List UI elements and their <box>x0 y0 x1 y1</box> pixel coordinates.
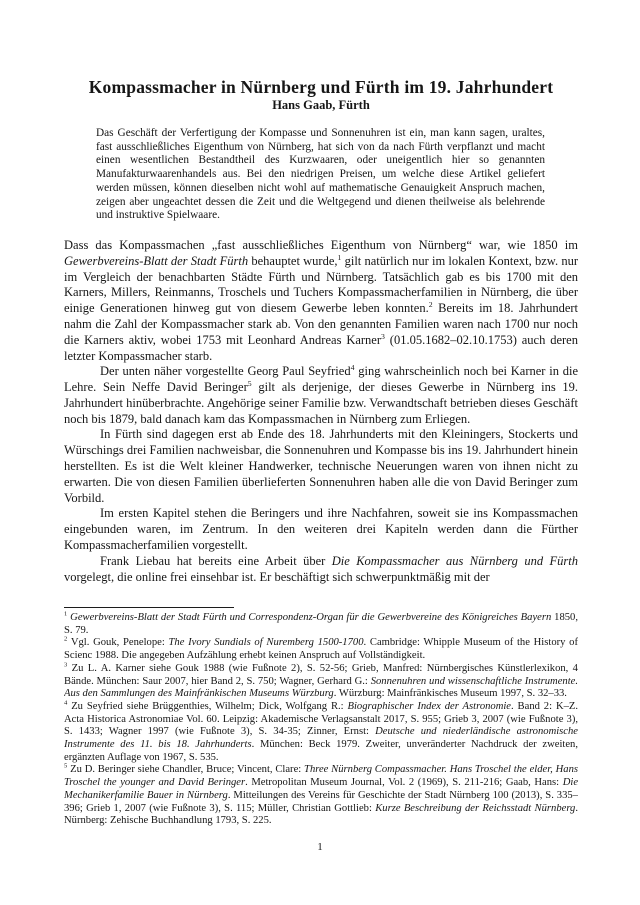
footnote <box>64 663 578 701</box>
footnote-marker: 4 <box>64 699 68 707</box>
italic-text: Three Nürnberg Compassmacher. Hans Troschel the elder, Hans Troschel the younger and David Beringer <box>64 764 578 789</box>
footnote-separator <box>64 607 234 608</box>
body-paragraph <box>64 506 578 553</box>
text-run: In Fürth sind dagegen erst ab Ende des 18. Jahrhunderts mit den Kleiningers, Stockerts und Würschings drei Familien nachweisbar, die Sonnenuhren und Kompasse bis ins 19. Jahrhundert hinein herstellten. Es ist die Welt kleiner Handwerker, technische Neuerungen waren von ihnen nicht zu erwarten. Die von diesen Familien überlieferten Sonnenuhren haben alle die von David Beringer zum Vorbild. <box>64 427 578 505</box>
footnote-marker: 2 <box>64 635 68 643</box>
text-run: . Metropolitan Museum Journal, Vol. 2 (1969), S. 211-216; Gaab, Hans: <box>245 777 563 789</box>
italic-text: Gewerbvereins-Blatt der Stadt Fürth und Correspondenz-Organ für die Gewerbvereine des Königreiches Bayern <box>70 612 552 623</box>
text-run: Vgl. Gouk, Penelope: <box>70 637 169 649</box>
text-run: Bereits im 18. Jahrhundert nahm die Zahl der Kompassmacher stark ab. Von den genannten Familien waren nach 1700 nur noch die Karners aktiv, wobei 1753 mit Leonhard Andreas Karner <box>64 301 578 347</box>
text-run: Zu D. Beringer siehe Chandler, Bruce; Vincent, Clare: <box>70 764 305 776</box>
page-title: Kompassmacher in Nürnberg und Fürth im 19. Jahrhundert <box>88 77 554 97</box>
text-run: behauptet wurde, <box>248 253 338 268</box>
body-paragraph <box>64 238 578 364</box>
footnote <box>64 764 578 828</box>
text-run: vorgelegt, die online frei einsehbar ist. Er beschäftigt sich schwerpunktmäßig mit der <box>64 569 490 584</box>
text-run: . Cambridge: Whipple Museum of the History of Scienc 1988. Die angegeben Aufzählung erhebt keinen Anspruch auf Vollständigkeit. <box>64 637 578 662</box>
footnote-ref: 3 <box>381 331 385 341</box>
footnote-ref: 4 <box>350 363 355 373</box>
italic-text: Biographischer Index der Astronomie <box>347 700 512 712</box>
footnote-marker: 5 <box>64 762 68 770</box>
footnote-ref: 2 <box>428 299 433 309</box>
footnote-ref: 5 <box>247 378 252 388</box>
italic-text: Gewerbvereins-Blatt der Stadt Fürth <box>64 253 249 268</box>
author-line: Hans Gaab, Fürth <box>272 98 370 112</box>
footnote-marker: 3 <box>64 661 68 669</box>
body-paragraph <box>64 364 578 427</box>
footnotes <box>64 612 578 828</box>
body-text <box>64 238 578 586</box>
italic-text: The Ivory Sundials of Nuremberg 1500-1700 <box>168 637 364 649</box>
text-run: . München: Beck 1979. Zweiter, unveränderter Nachdruck der zweiten, ergänzten Auflage von 1967, S. 535. <box>64 739 578 763</box>
text-run: (01.05.1682–02.10.1753) auch deren letzter Kompassmacher starb. <box>64 332 578 363</box>
text-run: gilt natürlich nur im lokalen Kontext, bzw. nur im Vergleich der benachbarten Städte Fürth und Nürnberg. Tatsächlich gab es bis 1700 mit den Karners, Millers, Reinmanns, Troschels und Tuchers Kompassmacherfamilien in Nürnberg, die über einige Generationen hinweg gut von diesem Gewerbe leben konnten. <box>64 253 578 316</box>
italic-text: Die Kompassmacher aus Nürnberg und Fürth <box>331 553 578 568</box>
text-run: 1850, S. 79. <box>64 612 578 636</box>
page-number: 1 <box>317 841 323 853</box>
footnote <box>64 637 578 662</box>
footnote <box>64 612 578 637</box>
body-paragraph <box>64 554 578 586</box>
text-run: . Würzburg: Mainfränkisches Museum 1997, S. 32–33. <box>333 688 567 700</box>
text-run: . Mitteilungen des Vereins für Geschichte der Stadt Nürnberg 100 (2013), S. 335–396; Grieb 1, 2007 (wie Fußnote 3), S. 115; Müller, Christian Gottlieb: <box>64 789 578 814</box>
text-run: Frank Liebau hat bereits eine Arbeit über <box>100 553 332 568</box>
text-run: . Band 2: K–Z. Acta Historica Astronomiae Vol. 60. Leipzig: Akademische Verlagsanstalt 2017, S. 955; Grieb 3, 2007 (wie Fußnote 3), S. 1433; Wagner 1997 (wie Fußnote 3), S. 34-35; Zinner, Ernst: <box>64 700 578 738</box>
italic-text: Deutsche und niederländische astronomische Instrumente des 11. bis 18. Jahrhunderts <box>64 726 578 751</box>
text-run: Zu Seyfried siehe Brüggenthies, Wilhelm; Dick, Wolfgang R.: <box>71 700 348 712</box>
text-run: Der unten näher vorgestellte Georg Paul Seyfried <box>100 364 351 379</box>
text-run: Im ersten Kapitel stehen die Beringers und ihre Nachfahren, soweit sie ins Kompassmachen eingebunden waren, im Zentrum. In den weiteren drei Kapiteln werden dann die Fürther Kompassmacherfamilien vorgestellt. <box>64 506 578 553</box>
page-content <box>64 0 578 606</box>
text-run: gilt als derjenige, der dieses Gewerbe in Nürnberg ins 19. Jahrhundert hinüberbrachte. Angehörige seiner Familie bzw. Verwandtschaft betrieben dieses Geschäft noch bis 1879, bald danach kam das Kompassmachen in Nürnberg zum Erliegen. <box>64 380 578 426</box>
quote-block: Das Geschäft der Verfertigung der Kompasse und Sonnenuhren ist ein, man kann sagen, uraltes, fast ausschließliches Eigenthum von Nürnberg, hat sich von da nach Fürth verpflanzt und macht einen wesentlichen Bestandtheil des Kurzwaaren, oder uneigentlich hier so genannten Manufakturwaarenhandels aus. Bei den niedrigen Preisen, um welche diese Artikel geliefert werden müssen, können dieselben nicht wohl auf mathematische Genauigkeit Anspruch machen, zeigen aber ungeachtet dessen die Zeit und die Weltgegend und dienen theilweise als belehrende und instruktive Spielwaare. <box>96 127 545 222</box>
footnote-area <box>64 599 578 839</box>
text-run: Zu L. A. Karner siehe Gouk 1988 (wie Fußnote 2), S. 52-56; Grieb, Manfred: Nürnbergisches Künstlerlexikon, 4 Bände. München: Saur 2007, hier Band 2, S. 750; Wagner, Gerhard G.: <box>64 662 578 687</box>
italic-text: Die Mechanikerfamilie Bauer in Nürnberg <box>64 777 578 801</box>
text-run: ging wahrscheinlich noch bei Karner in die Lehre. Sein Neffe David Beringer <box>64 364 578 395</box>
italic-text: Kurze Beschreibung der Reichsstadt Nürnberg <box>375 802 576 814</box>
footnote-marker: 1 <box>64 610 68 618</box>
footnote-ref: 1 <box>337 252 342 262</box>
text-run: . Nürnberg: Zehische Buchhandlung 1793, S. 225. <box>64 802 578 827</box>
body-paragraph <box>64 427 578 506</box>
italic-text: Sonnenuhren und wissenschaftliche Instrumente. Aus den Sammlungen des Mainfränkischen Museums Würzburg <box>64 675 578 700</box>
text-run: Dass das Kompassmachen „fast ausschließliches Eigenthum von Nürnberg“ war, wie 1850 im <box>64 237 578 252</box>
footnote <box>64 701 578 765</box>
